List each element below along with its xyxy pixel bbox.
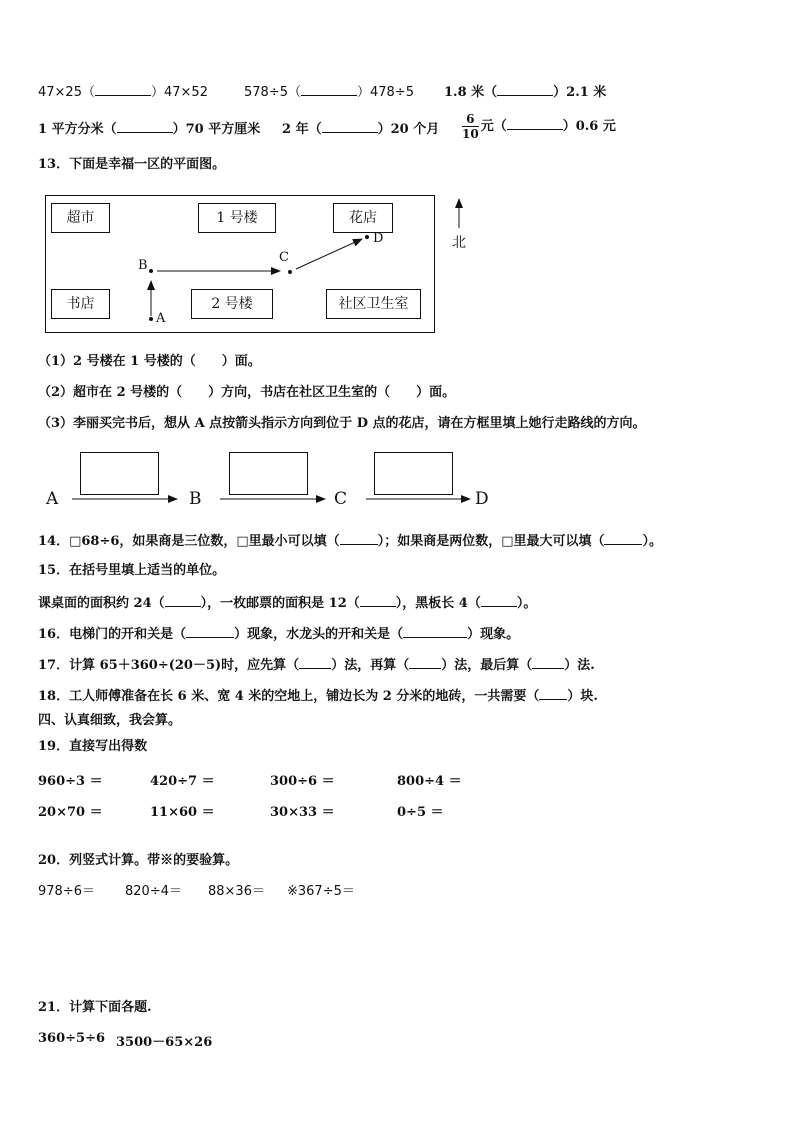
q16: 16．电梯门的开和关是（ ）现象，水龙头的开和关是（ ）现象。 xyxy=(38,627,520,642)
q15-body: 课桌面的面积约 24（ ），一枚邮票的面积是 12（ ），黑板长 4（ ）。 xyxy=(38,596,537,611)
answer-blank[interactable] xyxy=(604,532,642,545)
route-direction-box-2[interactable] xyxy=(229,452,308,495)
compare-row-2c: $\frac{6}{10}$ 元（ ）0.6 元 xyxy=(462,112,616,141)
map-flower-shop: 花店 xyxy=(333,203,393,233)
answer-blank[interactable] xyxy=(165,594,201,607)
q13-sub2: （2）超市在 2 号楼的（ ）方向，书店在社区卫生室的（ ）面。 xyxy=(38,385,456,400)
q20-title: 20．列竖式计算。带※的要验算。 xyxy=(38,853,239,868)
answer-blank[interactable] xyxy=(532,656,564,669)
point-d xyxy=(365,235,369,239)
label-d: D xyxy=(373,231,384,246)
answer-blank[interactable] xyxy=(539,687,567,700)
q19-item: 420÷7 ＝ xyxy=(150,774,215,789)
compare-1a: 47×25（ xyxy=(38,85,95,100)
label-c: C xyxy=(279,250,289,265)
q21-item: 3500－65×26 xyxy=(116,1035,213,1050)
q19-item: 0÷5 ＝ xyxy=(397,805,444,820)
map-bookstore: 书店 xyxy=(51,289,110,319)
answer-blank[interactable] xyxy=(403,625,467,638)
q19-item: 30×33 ＝ xyxy=(270,805,335,820)
section-4-heading: 四、认真细致，我会算。 xyxy=(38,713,182,728)
q19-item: 960÷3 ＝ xyxy=(38,774,103,789)
q20-item: 820÷4＝ xyxy=(125,884,182,899)
label-b: B xyxy=(138,258,148,273)
compare-row-2b: 2 年（ ）20 个月 xyxy=(282,122,440,137)
q21-title: 21．计算下面各题. xyxy=(38,1000,152,1015)
q18: 18．工人师傅准备在长 6 米、宽 4 米的空地上，铺边长为 2 分米的地砖，一共需要（ ）块. xyxy=(38,689,598,704)
q17: 17．计算 65＋360÷(20－5)时，应先算（ ）法，再算（ ）法，最后算（ ）法. xyxy=(38,658,595,673)
q13-sub3: （3）李丽买完书后，想从 A 点按箭头指示方向到位于 D 点的花店，请在方框里填上她行走路线的方向。 xyxy=(38,416,646,431)
route-direction-box-3[interactable] xyxy=(374,452,453,495)
q14: 14．□68÷6，如果商是三位数，□里最小可以填（ ）；如果商是两位数，□里最大可以填（ ）。 xyxy=(38,534,662,549)
map-clinic: 社区卫生室 xyxy=(326,289,421,319)
route-point-a: A xyxy=(46,489,59,509)
q20-item: ※367÷5＝ xyxy=(287,884,355,899)
q20-item: 88×36＝ xyxy=(208,884,265,899)
point-b xyxy=(149,269,153,273)
answer-blank[interactable] xyxy=(409,656,441,669)
q19-item: 800÷4 ＝ xyxy=(397,774,462,789)
route-point-c: C xyxy=(334,489,348,509)
map-building-2: 2 号楼 xyxy=(191,289,273,319)
fraction: $\frac{6}{10}$ xyxy=(462,112,479,141)
compare-row-1: 47×25（ ）47×52 xyxy=(38,85,208,100)
map-building-1: 1 号楼 xyxy=(198,203,276,233)
q13-title: 13．下面是幸福一区的平面图。 xyxy=(38,157,226,172)
compare-row-1b: 578÷5（ ）478÷5 xyxy=(244,85,414,100)
answer-blank[interactable] xyxy=(299,656,331,669)
route-point-d: D xyxy=(475,489,489,509)
route-point-b: B xyxy=(189,489,202,509)
point-c xyxy=(288,270,292,274)
compare-row-2a: 1 平方分米（ ）70 平方厘米 xyxy=(38,122,261,137)
label-north: 北 xyxy=(452,235,466,251)
q13-sub1: （1）2 号楼在 1 号楼的（ ）面。 xyxy=(38,354,261,369)
q19-item: 20×70 ＝ xyxy=(38,805,103,820)
q19-title: 19．直接写出得数 xyxy=(38,739,148,754)
label-a: A xyxy=(156,311,166,326)
answer-blank[interactable] xyxy=(360,594,396,607)
answer-blank[interactable] xyxy=(481,594,517,607)
path-c-d xyxy=(296,239,362,269)
point-a xyxy=(149,317,153,321)
q20-item: 978÷6＝ xyxy=(38,884,95,899)
compare-row-1c: 1.8 米（ ）2.1 米 xyxy=(444,85,607,100)
q21-item: 360÷5÷6 xyxy=(38,1031,106,1046)
route-direction-box-1[interactable] xyxy=(80,452,159,495)
q15-title: 15．在括号里填上适当的单位。 xyxy=(38,563,226,578)
map-supermarket: 超市 xyxy=(51,203,110,233)
q19-item: 300÷6 ＝ xyxy=(270,774,335,789)
q19-item: 11×60 ＝ xyxy=(150,805,215,820)
answer-blank[interactable] xyxy=(340,532,378,545)
answer-blank[interactable] xyxy=(186,625,234,638)
